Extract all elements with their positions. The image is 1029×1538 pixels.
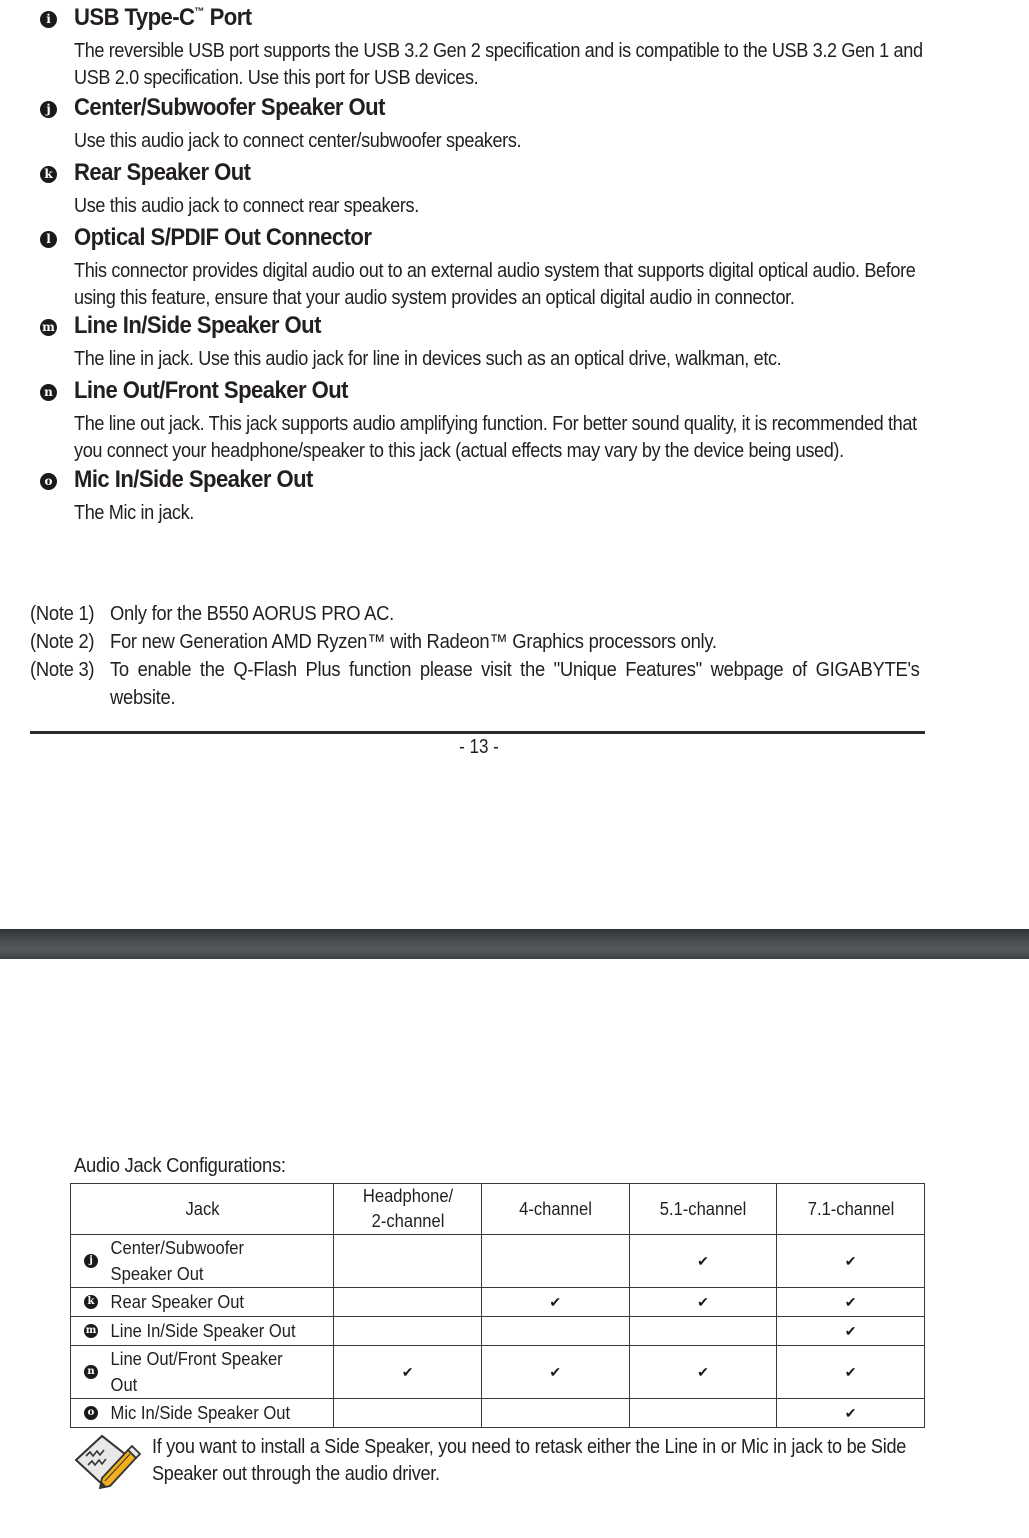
table-row (71, 1288, 925, 1317)
header-line: 2-channel (371, 1211, 444, 1231)
note-label: (Note 3) (30, 659, 95, 681)
audio-jack-table (70, 1183, 925, 1428)
bullet-n-icon: n (84, 1365, 98, 1379)
item-title: Mic In/Side Speaker Out (74, 466, 313, 493)
bullet-j-icon: j (84, 1254, 98, 1268)
table-caption: Audio Jack Configurations: (74, 1155, 286, 1177)
check-mark-icon: ✔ (629, 1288, 777, 1317)
item-title: Line In/Side Speaker Out (74, 312, 321, 339)
note-1 (30, 600, 930, 628)
manual-page-14 (0, 959, 1029, 1538)
bullet-m-icon: m (40, 319, 57, 336)
jack-label: Rear Speaker Out (110, 1292, 245, 1312)
header-text: 7.1-channel (807, 1198, 894, 1219)
check-mark-icon: ✔ (777, 1399, 925, 1428)
empty-cell (334, 1317, 482, 1346)
bullet-k-icon: k (40, 166, 57, 183)
note-label: (Note 2) (30, 631, 95, 653)
check-mark-icon: ✔ (481, 1346, 629, 1399)
item-description: The Mic in jack. (74, 502, 194, 524)
empty-cell (481, 1235, 629, 1288)
item-description: Use this audio jack to connect rear speakers. (74, 195, 419, 217)
jack-cell (71, 1317, 334, 1346)
header-text: 4-channel (518, 1198, 592, 1219)
check-mark-icon: ✔ (629, 1346, 777, 1399)
header-text: Jack (185, 1198, 220, 1219)
note-3 (30, 656, 930, 712)
note-text: For new Generation AMD Ryzen™ with Radeon™ Graphics processors only. (110, 631, 717, 653)
title-suffix: Port (204, 4, 252, 31)
note-2 (30, 628, 930, 656)
check-mark-icon: ✔ (481, 1288, 629, 1317)
jack-label: Line In/Side Speaker Out (110, 1321, 296, 1341)
header-7-1ch (777, 1184, 925, 1235)
bullet-o-icon: o (40, 473, 57, 490)
trademark-sup: ™ (194, 6, 205, 18)
empty-cell (481, 1399, 629, 1428)
empty-cell (334, 1399, 482, 1428)
table-row (71, 1399, 925, 1428)
bullet-o-icon: o (84, 1406, 98, 1420)
check-mark-icon: ✔ (629, 1235, 777, 1288)
check-mark-icon: ✔ (777, 1346, 925, 1399)
item-description: The line out jack. This jack supports audio amplifying function. For better sound quality, it is recommended that you connect your headphone/speaker to this jack (actual effects may vary by the device being used). (74, 413, 917, 462)
bullet-n-icon: n (40, 384, 57, 401)
jack-label: Center/Subwoofer Speaker Out (110, 1238, 245, 1284)
item-description: The line in jack. Use this audio jack for line in devices such as an optical drive, walkman, etc. (74, 348, 782, 370)
jack-cell (71, 1346, 334, 1399)
jack-cell (71, 1399, 334, 1428)
bullet-j-icon: j (40, 101, 57, 118)
header-5-1ch (629, 1184, 777, 1235)
check-mark-icon: ✔ (777, 1235, 925, 1288)
item-title: Optical S/PDIF Out Connector (74, 224, 372, 251)
jack-label: Line Out/Front Speaker Out (110, 1349, 283, 1395)
jack-label: Mic In/Side Speaker Out (110, 1403, 291, 1423)
notes-section (30, 600, 930, 712)
item-title: Line Out/Front Speaker Out (74, 377, 348, 404)
item-title (74, 4, 252, 32)
check-mark-icon: ✔ (334, 1346, 482, 1399)
note-text: To enable the Q-Flash Plus function please visit the "Unique Features" webpage of GIGABYTE's website. (110, 659, 920, 709)
item-title: Rear Speaker Out (74, 159, 251, 186)
header-text: 5.1-channel (659, 1198, 747, 1219)
note-text: Only for the B550 AORUS PRO AC. (110, 603, 394, 625)
check-mark-icon: ✔ (777, 1288, 925, 1317)
item-description: This connector provides digital audio out to an external audio system that supports digital optical audio. Before using this feature, ensure that your audio system provides an optical digital audio in connector. (74, 260, 916, 309)
item-title: Center/Subwoofer Speaker Out (74, 94, 385, 121)
note-pencil-icon (72, 1432, 144, 1490)
table-row (71, 1346, 925, 1399)
bullet-m-icon: m (85, 1325, 97, 1336)
empty-cell (629, 1317, 777, 1346)
check-mark-icon: ✔ (777, 1317, 925, 1346)
title-text: USB Type-C (74, 4, 195, 31)
bullet-k-icon: k (84, 1295, 98, 1309)
table-row (71, 1235, 925, 1288)
header-4ch (481, 1184, 629, 1235)
page-separator-bar (0, 929, 1029, 959)
bullet-i-icon: i (40, 11, 57, 28)
empty-cell (481, 1317, 629, 1346)
header-jack (71, 1184, 334, 1235)
table-header-row (71, 1184, 925, 1235)
note-label: (Note 1) (30, 603, 95, 625)
page-number: - 13 - (459, 736, 499, 758)
bullet-l-icon: l (40, 231, 57, 248)
jack-cell (71, 1235, 334, 1288)
empty-cell (334, 1288, 482, 1317)
tip-note (72, 1432, 932, 1492)
tip-text: If you want to install a Side Speaker, you need to retask either the Line in or Mic in jack to be Side Speaker out through the audio driver. (152, 1436, 907, 1485)
header-line: Headphone/ (362, 1186, 453, 1206)
header-headphone-2ch (334, 1184, 482, 1235)
jack-cell (71, 1288, 334, 1317)
header-text (362, 1184, 452, 1234)
item-description: The reversible USB port supports the USB 3.2 Gen 2 specification and is compatible to the USB 3.2 Gen 1 and USB 2.0 specification. Use this port for USB devices. (74, 40, 923, 89)
table-row (71, 1317, 925, 1346)
item-description: Use this audio jack to connect center/subwoofer speakers. (74, 130, 522, 152)
empty-cell (334, 1235, 482, 1288)
footer-rule (30, 731, 925, 734)
empty-cell (629, 1399, 777, 1428)
